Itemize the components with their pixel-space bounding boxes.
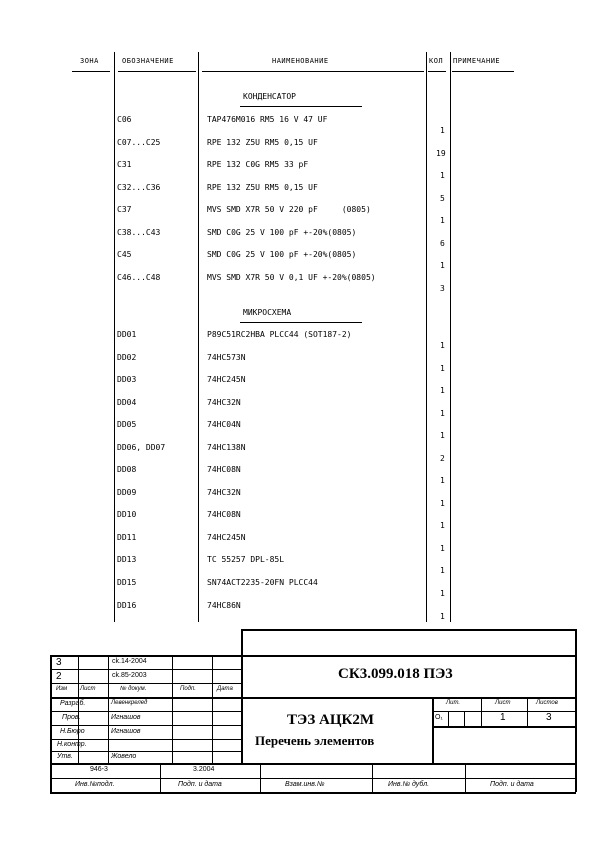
row-qty: 1 xyxy=(440,409,445,418)
header-underline-qty xyxy=(428,71,446,72)
stamp-h-697 xyxy=(50,697,576,699)
row-name: MVS SMD X7R 50 V 0,1 UF +-20%(0805) xyxy=(207,273,376,282)
row-designation: DD01 xyxy=(117,330,137,339)
stamp-h-763 xyxy=(50,763,576,765)
inv-podl-label: Инв.№подл. xyxy=(75,781,115,788)
row-name: 74HC08N xyxy=(207,465,241,474)
row-designation: C38...C43 xyxy=(117,228,161,237)
row-qty: 19 xyxy=(436,149,446,158)
header-underline-zone xyxy=(72,71,110,72)
stamp-outer-left xyxy=(50,655,52,792)
change-num: 2 xyxy=(56,671,62,682)
header-underline-designation xyxy=(118,71,196,72)
sheet-value: 1 xyxy=(500,712,506,723)
row-name: RPE 132 C0G RM5 33 pF xyxy=(207,160,309,169)
stamp-h-725 xyxy=(50,725,241,726)
row-qty: 1 xyxy=(440,544,445,553)
stamp-v-527 xyxy=(527,697,528,726)
row-designation: C07...C25 xyxy=(117,138,161,147)
inv-podl-value: 946-3 xyxy=(90,766,108,773)
change-header-ndokum: № докум. xyxy=(120,686,147,692)
role-name: Игнашов xyxy=(111,728,141,735)
change-doc: ck.14-2004 xyxy=(112,658,147,665)
podp-date-label-2: Подп. и дата xyxy=(490,781,534,788)
row-name: 74HC32N xyxy=(207,398,241,407)
stamp-h-778 xyxy=(50,778,576,779)
header-qty: КОЛ xyxy=(429,57,444,65)
row-designation: DD09 xyxy=(117,488,137,497)
stamp-h-lit2 xyxy=(432,726,576,728)
stamp-v-432 xyxy=(432,697,434,763)
row-designation: DD04 xyxy=(117,398,137,407)
col-line-4 xyxy=(450,52,451,622)
stamp-v-108 xyxy=(108,655,109,763)
row-name: 74HC245N xyxy=(207,533,246,542)
row-name: RPE 132 Z5U RM5 0,15 UF xyxy=(207,138,318,147)
row-designation: C46...C48 xyxy=(117,273,161,282)
row-name: SN74ACT2235-20FN PLCC44 xyxy=(207,578,318,587)
row-name: 74HC245N xyxy=(207,375,246,384)
row-designation: C45 xyxy=(117,250,132,259)
row-designation: DD02 xyxy=(117,353,137,362)
row-name: MVS SMD X7R 50 V 220 pF (0805) xyxy=(207,205,371,214)
row-designation: DD16 xyxy=(117,601,137,610)
role-name: Игнашов xyxy=(111,714,141,721)
row-qty: 1 xyxy=(440,364,445,373)
lit-label: Лит. xyxy=(446,700,461,706)
row-qty: 5 xyxy=(440,194,445,203)
row-qty: 1 xyxy=(440,261,445,270)
row-name: SMD C0G 25 V 100 pF +-20%(0805) xyxy=(207,228,357,237)
row-designation: DD06, DD07 xyxy=(117,443,166,452)
row-qty: 1 xyxy=(440,612,445,621)
row-qty: 1 xyxy=(440,171,445,180)
change-num: 3 xyxy=(56,657,62,668)
header-zone: ЗОНА xyxy=(80,57,99,65)
date-value: 3.2004 xyxy=(193,766,215,773)
row-name: TC 55257 DPL-85L xyxy=(207,555,285,564)
document-title: ТЭЗ АЦК2М xyxy=(287,712,375,728)
podp-date-label: Подп. и дата xyxy=(178,781,222,788)
row-qty: 2 xyxy=(440,454,445,463)
section-underline-microchip xyxy=(240,322,362,323)
role-label: Пров. xyxy=(62,714,81,721)
header-underline-name xyxy=(202,71,424,72)
stamp-v-448 xyxy=(448,711,449,726)
stamp-v-b4 xyxy=(465,763,466,792)
header-designation: ОБОЗНАЧЕНИЕ xyxy=(122,57,174,65)
row-qty: 1 xyxy=(440,216,445,225)
stamp-v-481 xyxy=(481,697,482,726)
row-designation: DD03 xyxy=(117,375,137,384)
row-name: P89C51RC2HBA PLCC44 (SOT187-2) xyxy=(207,330,352,339)
section-title-microchip: МИКРОСХЕМА xyxy=(243,308,292,317)
stamp-v-172 xyxy=(172,655,173,763)
stamp-h-751 xyxy=(50,751,241,752)
row-qty: 1 xyxy=(440,476,445,485)
stamp-v-212 xyxy=(212,655,213,763)
stamp-h-669 xyxy=(50,669,241,670)
row-designation: C06 xyxy=(117,115,132,124)
row-qty: 3 xyxy=(440,284,445,293)
row-name: 74HC32N xyxy=(207,488,241,497)
stamp-v-b3 xyxy=(372,763,373,792)
stamp-line-655 xyxy=(50,655,576,657)
role-name: Левенкрелед xyxy=(111,700,148,706)
document-code: СК3.099.018 ПЭ3 xyxy=(338,666,453,682)
row-designation: C32...C36 xyxy=(117,183,161,192)
sheets-value: 3 xyxy=(546,712,552,723)
row-qty: 1 xyxy=(440,521,445,530)
header-note: ПРИМЕЧАНИЕ xyxy=(453,57,501,65)
row-designation: DD13 xyxy=(117,555,137,564)
header-name: НАИМЕНОВАНИЕ xyxy=(272,57,329,65)
row-name: 74HC138N xyxy=(207,443,246,452)
role-name: Жовело xyxy=(111,753,137,760)
role-label: Разраб. xyxy=(60,700,86,707)
row-qty: 1 xyxy=(440,499,445,508)
row-name: 74HC04N xyxy=(207,420,241,429)
sheets-label: Листов xyxy=(536,700,558,706)
row-name: RPE 132 Z5U RM5 0,15 UF xyxy=(207,183,318,192)
lit-value: О₁ xyxy=(435,714,443,721)
stamp-h-683 xyxy=(50,683,241,684)
header-underline-note xyxy=(452,71,514,72)
vzam-label: Взам.инв.№ xyxy=(285,781,325,788)
col-line-1 xyxy=(114,52,115,622)
row-qty: 1 xyxy=(440,126,445,135)
row-name: TAP476M016 RM5 16 V 47 UF xyxy=(207,115,328,124)
document-subtitle: Перечень элементов xyxy=(255,733,375,748)
row-name: 74HC86N xyxy=(207,601,241,610)
stamp-right-thick xyxy=(575,629,577,792)
role-label: Н.контр. xyxy=(57,741,87,748)
row-designation: C37 xyxy=(117,205,132,214)
row-qty: 1 xyxy=(440,341,445,350)
section-title-capacitor: КОНДЕНСАТОР xyxy=(243,92,296,101)
row-qty: 1 xyxy=(440,386,445,395)
sheet-label: Лист xyxy=(495,700,511,706)
row-designation: DD11 xyxy=(117,533,137,542)
stamp-v-b1 xyxy=(160,763,161,792)
row-name: 74HC573N xyxy=(207,353,246,362)
row-designation: DD15 xyxy=(117,578,137,587)
stamp-h-739 xyxy=(50,739,241,740)
row-name: SMD C0G 25 V 100 pF +-20%(0805) xyxy=(207,250,357,259)
row-qty: 1 xyxy=(440,566,445,575)
role-label: Утв. xyxy=(57,753,73,760)
change-doc: ck.85-2003 xyxy=(112,672,147,679)
change-header-podp: Подп. xyxy=(180,686,196,692)
stamp-v-464 xyxy=(464,711,465,726)
change-header-list: Лист xyxy=(80,686,96,692)
inv-dubl-label: Инв.№ дубл. xyxy=(388,781,430,788)
row-qty: 6 xyxy=(440,239,445,248)
change-header-data: Дата xyxy=(217,686,233,692)
stamp-v-b2 xyxy=(260,763,261,792)
row-designation: C31 xyxy=(117,160,132,169)
row-name: 74HC08N xyxy=(207,510,241,519)
col-line-2 xyxy=(198,52,199,622)
row-qty: 1 xyxy=(440,589,445,598)
stamp-left-thick xyxy=(241,629,243,763)
stamp-h-792 xyxy=(50,792,576,794)
role-label: Н.Бюро xyxy=(60,728,85,735)
stamp-h-711 xyxy=(50,711,241,712)
row-designation: DD05 xyxy=(117,420,137,429)
row-designation: DD10 xyxy=(117,510,137,519)
row-qty: 1 xyxy=(440,431,445,440)
col-line-3 xyxy=(426,52,427,622)
row-designation: DD08 xyxy=(117,465,137,474)
stamp-top-line xyxy=(241,629,576,631)
change-header-izm: Изм xyxy=(56,686,68,692)
section-underline-capacitor xyxy=(240,106,362,107)
